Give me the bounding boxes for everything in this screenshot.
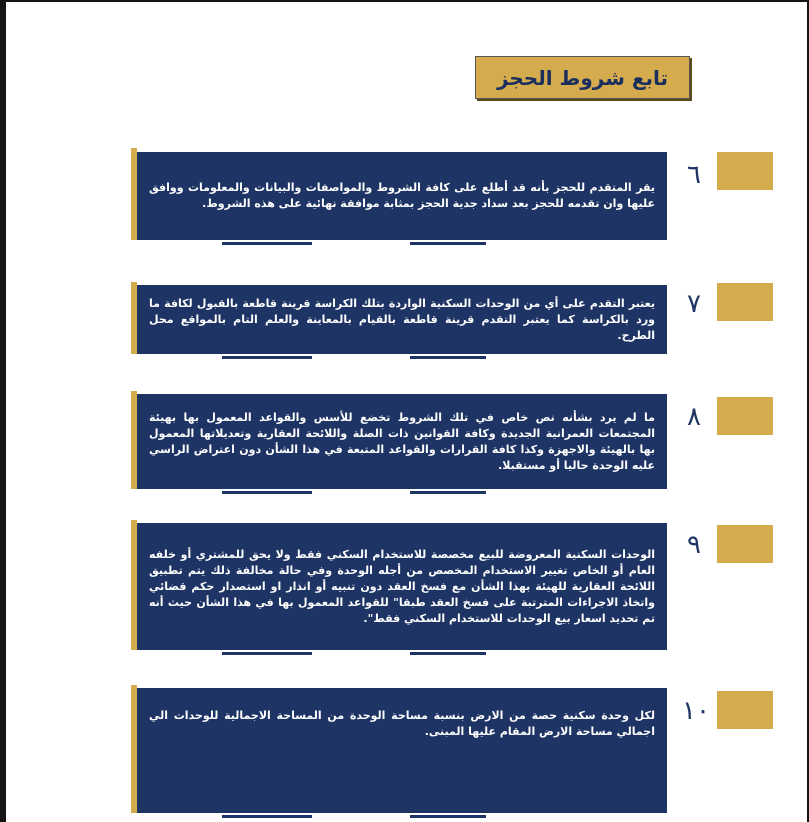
condition-number: ١٠ bbox=[682, 696, 710, 726]
underline-accent bbox=[410, 356, 486, 359]
underline-accent bbox=[222, 242, 312, 245]
condition-number: ٧ bbox=[687, 289, 701, 319]
condition-text-box bbox=[137, 152, 667, 240]
condition-text: ما لم يرد بشأنه نص خاص في تلك الشروط تخضع للأسس والقواعد المعمول بها بهيئة المجتمعات العمرانية الجديدة وكافة القوانين ذات الصلة واللائحة العقارية وتعديلاتها المعمول بها بالهيئة والاجهزة وكذا كافة القرارات والقواعد المتبعة في هذا الشأن دون اعتراض الراسي عليه الوحدة حاليا أو مستقبلا. bbox=[149, 410, 655, 472]
page-border-top bbox=[0, 0, 809, 2]
condition-text: الوحدات السكنية المعروضة للبيع مخصصة للاستخدام السكني فقط ولا يحق للمشتري أو خلفه العام أو الخاص تغيير الاستخدام المخصص من أجله الوحدة وفي حالة مخالفة ذلك يتم تطبيق اللائحة العقارية للهيئة بهذا الشأن مع فسخ العقد دون تنبيه أو انذار او استصدار حكم قضائي واتخاذ الاجراءات المترتبة على فسخ العقد طبقا" للقواعد المعمول بها في هذا الشأن حيث أنه تم تحديد اسعار بيع الوحدات للاستخدام السكني فقط". bbox=[149, 547, 655, 625]
gold-number-tab bbox=[717, 283, 773, 321]
condition-text: لكل وحدة سكنية حصة من الارض بنسبة مساحة الوحدة من المساحة الاجمالية للوحدات الي اجمالي مساحة الارض المقام عليها المبنى. bbox=[149, 709, 655, 738]
condition-number: ٦ bbox=[687, 160, 701, 190]
condition-text-box bbox=[137, 523, 667, 650]
gold-number-tab bbox=[717, 152, 773, 190]
page-border-left bbox=[0, 0, 6, 822]
gold-number-tab bbox=[717, 397, 773, 435]
underline-accent bbox=[410, 242, 486, 245]
condition-text: يقر المتقدم للحجز بأنه قد أطلع على كافة الشروط والمواصفات والبيانات والمعلومات ووافق عليها وان تقدمه للحجز بعد سداد جدية الحجز بمثابة موافقة نهائية على هذه الشروط. bbox=[149, 181, 655, 210]
underline-accent bbox=[410, 491, 486, 494]
condition-number: ٩ bbox=[687, 530, 701, 560]
condition-text-box bbox=[137, 688, 667, 813]
underline-accent bbox=[222, 815, 312, 818]
condition-text-box bbox=[137, 285, 667, 354]
underline-accent bbox=[222, 652, 312, 655]
condition-text-box bbox=[137, 394, 667, 489]
condition-text: يعتبر التقدم على أي من الوحدات السكنية الواردة بتلك الكراسة قرينة قاطعة بالقبول لكافة ما ورد بالكراسة كما يعتبر التقدم قرينة قاطعة بالقيام بالمعاينة والعلم التام بالمواقع محل الطرح. bbox=[149, 296, 655, 342]
underline-accent bbox=[222, 491, 312, 494]
gold-number-tab bbox=[717, 691, 773, 729]
underline-accent bbox=[410, 815, 486, 818]
section-title-box bbox=[475, 56, 690, 99]
underline-accent bbox=[410, 652, 486, 655]
underline-accent bbox=[222, 356, 312, 359]
section-title: تابع شروط الحجز bbox=[496, 65, 669, 90]
condition-number: ٨ bbox=[687, 402, 701, 432]
gold-number-tab bbox=[717, 525, 773, 563]
